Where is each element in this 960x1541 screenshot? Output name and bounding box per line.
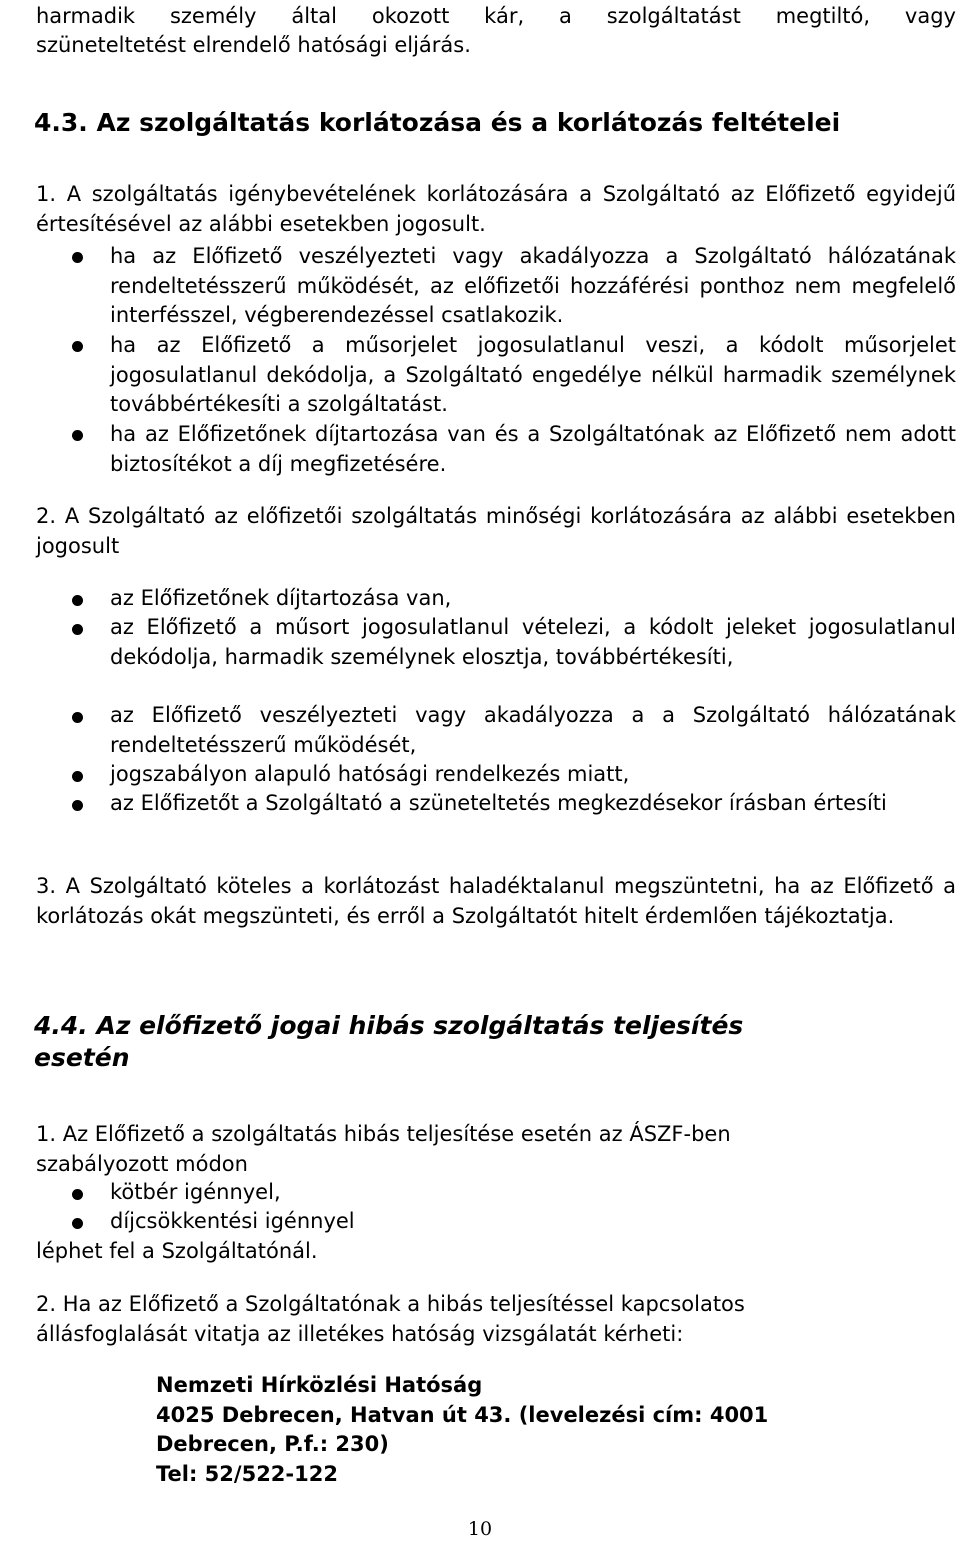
list-item: ha az Előfizető a műsorjelet jogosulatlanul veszi, a kódolt műsorjelet jogosulatlanul dekódolja, a Szolgáltató engedélye nélkül harmadik személynek továbbértékesíti a szolgáltatást. <box>110 333 956 416</box>
bullet-dot <box>72 771 83 782</box>
list-item: díjcsökkentési igénnyel <box>110 1209 355 1233</box>
section-43-paragraph-2: 2. A Szolgáltató az előfizetői szolgáltatás minőségi korlátozására az alábbi esetekben jogosult <box>36 504 956 558</box>
bullet-dot <box>72 430 83 441</box>
section-44-heading-line1: 4.4. Az előfizető jogai hibás szolgáltatás teljesítés <box>34 1011 744 1040</box>
authority-name: Nemzeti Hírközlési Hatóság <box>156 1373 483 1397</box>
bullet-dot <box>72 712 83 723</box>
section-43-paragraph-3: 3. A Szolgáltató köteles a korlátozást haladéktalanul megszüntetni, ha az Előfizető a korlátozás okát megszünteti, és erről a Szolgáltatót hitelt érdemlően tájékoztatja. <box>36 874 956 928</box>
authority-address-line1: 4025 Debrecen, Hatvan út 43. (levelezési cím: 4001 <box>156 1402 769 1427</box>
list-item: ha az Előfizető veszélyezteti vagy akadályozza a Szolgáltató hálózatának rendeltetésszerű működését, az előfizetői hozzáférési ponthoz nem megfelelő interfésszel, végberendezéssel csatlakozik. <box>110 244 956 327</box>
section-44-paragraph-1-end: léphet fel a Szolgáltatónál. <box>36 1239 318 1263</box>
section-43-heading: 4.3. Az szolgáltatás korlátozása és a korlátozás feltételei <box>34 108 841 137</box>
section-44-paragraph-2: 2. Ha az Előfizető a Szolgáltatónak a hibás teljesítéssel kapcsolatos állásfoglalását vitatja az illetékes hatóság vizsgálatát kérheti: <box>36 1292 745 1346</box>
list-item: kötbér igénnyel, <box>110 1180 281 1204</box>
authority-phone: Tel: 52/522-122 <box>156 1461 338 1486</box>
list-item: ha az Előfizetőnek díjtartozása van és a Szolgáltatónak az Előfizető nem adott biztosítékot a díj megfizetésére. <box>110 422 956 476</box>
section-44-heading-line2: esetén <box>34 1043 130 1072</box>
list-item: az Előfizető veszélyezteti vagy akadályozza a a Szolgáltató hálózatának rendeltetésszerű működését, <box>110 703 956 757</box>
list-item: jogszabályon alapuló hatósági rendelkezés miatt, <box>110 762 630 786</box>
list-item: az Előfizetőt a Szolgáltató a szüneteltetés megkezdésekor írásban értesíti <box>110 791 887 815</box>
bullet-dot <box>72 624 83 635</box>
bullet-dot <box>72 252 83 263</box>
bullet-dot <box>72 341 83 352</box>
authority-address-line2: Debrecen, P.f.: 230) <box>156 1432 389 1456</box>
bullet-dot <box>72 800 83 811</box>
section-44-heading <box>34 1010 743 1074</box>
list-item: az Előfizető a műsort jogosulatlanul vételezi, a kódolt jeleket jogosulatlanul dekódolja, harmadik személynek elosztja, továbbértékesíti, <box>110 615 956 669</box>
page-number: 10 <box>467 1518 493 1540</box>
bullet-dot <box>72 1189 83 1200</box>
top-fragment-line2: szüneteltetést elrendelő hatósági eljárás. <box>36 33 471 57</box>
top-fragment-line1: harmadik személy által okozott kár, a szolgáltatást megtiltó, vagy <box>36 4 956 28</box>
section-44-paragraph-1: 1. Az Előfizető a szolgáltatás hibás teljesítése esetén az ÁSZF-ben szabályozott módon <box>36 1122 731 1176</box>
bullet-dot <box>72 595 83 606</box>
section-43-paragraph-1: 1. A szolgáltatás igénybevételének korlátozására a Szolgáltató az Előfizető egyidejű értesítésével az alábbi esetekben jogosult. <box>36 182 956 236</box>
bullet-dot <box>72 1218 83 1229</box>
list-item: az Előfizetőnek díjtartozása van, <box>110 586 452 610</box>
authority-contact <box>156 1371 916 1489</box>
